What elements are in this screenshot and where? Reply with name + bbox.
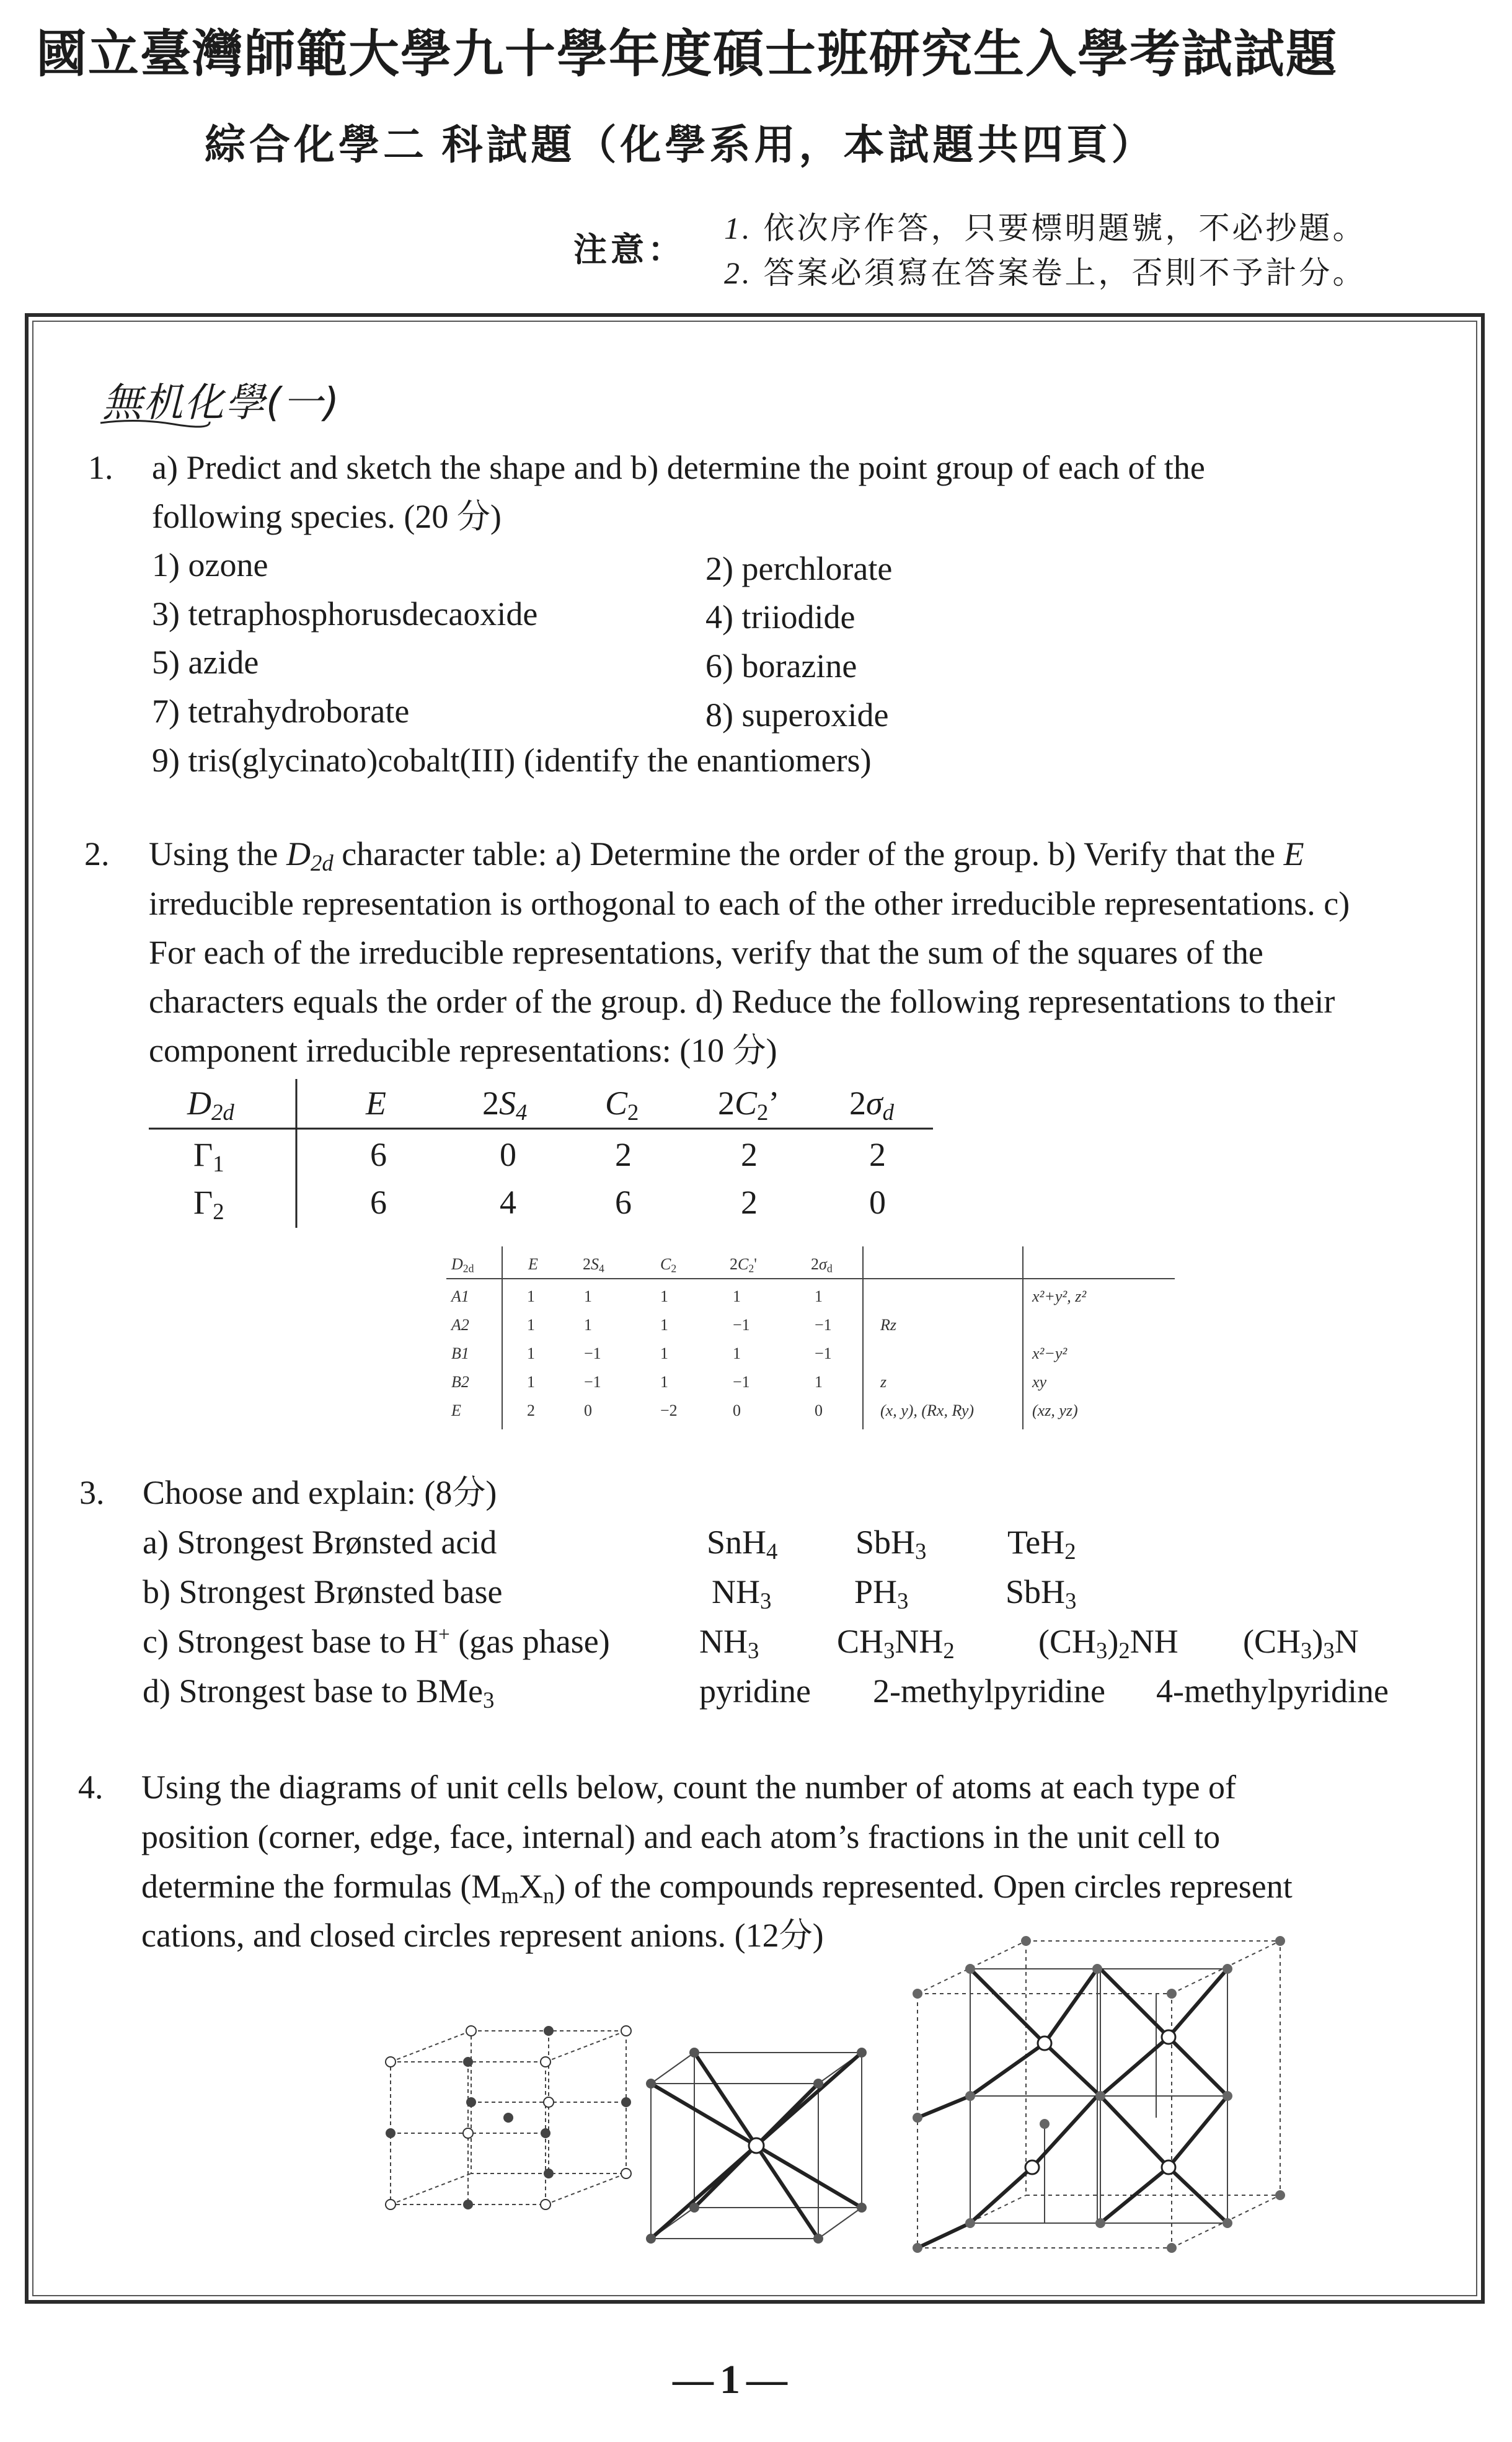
q1-text-line1: a) Predict and sketch the shape and b) determine the point group of each of the <box>152 449 1205 486</box>
ct-cell: 1 <box>527 1373 535 1391</box>
q1-item-8: 8) superoxide <box>705 696 889 734</box>
ct-cell: 1 <box>527 1287 535 1305</box>
q3-c-opt: $CH_3NH_2$ <box>837 1623 955 1664</box>
q3-a-opt: SbH$_3$ <box>855 1524 927 1565</box>
table-header-2s4: $2S_4$ <box>482 1085 528 1126</box>
ct-cell: 1 <box>660 1287 668 1305</box>
table-cell: 0 <box>500 1136 516 1173</box>
q3-number: 3. <box>79 1474 105 1511</box>
note-2 <box>724 248 1366 293</box>
ct-cell: xy <box>1032 1373 1047 1391</box>
ct-row-label: A1 <box>451 1287 469 1305</box>
table-cell: 2 <box>741 1136 758 1173</box>
q4-text-line2: position (corner, edge, face, internal) and each atom’s fractions in the unit cell to <box>141 1818 1221 1855</box>
q4-number: 4. <box>78 1769 104 1806</box>
note-1-num: 1. <box>724 211 753 246</box>
ct-header: $D_{2d}$ <box>451 1255 474 1275</box>
note-1-text: 依次序作答，只要標明題號，不必抄題。 <box>763 211 1366 246</box>
ct-cell: (x, y), (Rx, Ry) <box>880 1401 975 1419</box>
q1-item-3: 3) tetraphosphorusdecaoxide <box>152 595 538 633</box>
q3-b-opt: $PH_3$ <box>854 1573 909 1614</box>
q2-text-line2: For each of the irreducible representations, verify that the sum of the squares of the <box>149 934 1263 971</box>
unit-cell-diagram-2 <box>645 2046 868 2245</box>
unit-cell-diagram-1 <box>378 2018 651 2211</box>
q4-line3-part-b: ) of the compounds represented. Open circles represent <box>554 1868 1293 1905</box>
ct-header: $2\sigma_d$ <box>811 1255 833 1275</box>
ct-cell: −1 <box>584 1373 601 1391</box>
unit-cell-diagram-3 <box>908 1932 1293 2260</box>
table-cell: 0 <box>869 1184 886 1221</box>
q3-b-opt: $NH_3$ <box>712 1573 772 1614</box>
ct-cell: 1 <box>733 1344 741 1362</box>
q2-number: 2. <box>84 835 110 872</box>
q3-c-opt: $(CH_3)_3N$ <box>1243 1623 1359 1664</box>
q1-item-9: 9) tris(glycinato)cobalt(III) (identify the enantiomers) <box>152 742 872 779</box>
q1-item-7: 7) tetrahydroborate <box>152 693 410 730</box>
q3-b-opt: SbH$_3$ <box>1006 1573 1077 1614</box>
ct-header: $2C_2'$ <box>730 1255 757 1275</box>
table-cell: 6 <box>370 1136 387 1173</box>
ct-cell: 0 <box>733 1401 741 1419</box>
ct-cell: 0 <box>815 1401 823 1419</box>
heading-underline <box>99 417 211 429</box>
q4-text-line3: determine the formulas $(M_mX_n)$ of the compounds represented. Open circles represent <box>141 1868 1293 1909</box>
ct-row-label: B2 <box>451 1373 469 1391</box>
q3-c-opt: $NH_3$ <box>699 1623 759 1664</box>
ct-cell: −2 <box>660 1401 678 1419</box>
q1-item-6: 6) borazine <box>705 647 857 685</box>
q3-c-label: c) Strongest base to H+ (gas phase) <box>143 1623 610 1660</box>
q3-d-opt: pyridine <box>699 1672 811 1710</box>
table-header-c2: $C_2$ <box>605 1085 639 1126</box>
exam-title: 國立臺灣師範大學九十學年度碩士班研究生入學考試試題 <box>36 26 1338 82</box>
q3-c-opt: $(CH_3)_2NH$ <box>1038 1623 1178 1664</box>
table-cell: 2 <box>741 1184 758 1221</box>
table-header-e: E <box>366 1085 386 1122</box>
table-cell: 6 <box>370 1184 387 1221</box>
table-cell: 2 <box>869 1136 886 1173</box>
d2d-character-table <box>446 1246 1178 1432</box>
q1-item-5: 5) azide <box>152 644 259 681</box>
q3-d-opt: 2-methylpyridine <box>873 1672 1105 1710</box>
ct-cell: 1 <box>527 1316 535 1334</box>
notes-label: 注意： <box>573 231 685 269</box>
q2-text-line4: component irreducible representations: (10 分) <box>149 1032 777 1069</box>
ct-cell: (xz, yz) <box>1032 1401 1078 1419</box>
q2-text-line0 <box>149 835 1304 876</box>
ct-cell: 1 <box>660 1373 668 1391</box>
ct-cell: 2 <box>527 1401 535 1419</box>
q3-a-opt: SnH$_4$ <box>707 1524 778 1565</box>
table-row-gamma2-label: $\Gamma_2$ <box>193 1184 224 1225</box>
ct-cell: 1 <box>733 1287 741 1305</box>
q4-text-line1: Using the diagrams of unit cells below, count the number of atoms at each type of <box>141 1769 1237 1806</box>
q1-item-1: 1) ozone <box>152 546 268 584</box>
q2-group-symbol: $D_{2d}$ <box>286 835 334 876</box>
q3-a-label: a) Strongest Brønsted acid <box>143 1524 497 1561</box>
ct-cell: z <box>880 1373 887 1391</box>
table-cell: 2 <box>615 1136 632 1173</box>
table-header-2sigmad: $2\sigma_d$ <box>849 1085 894 1126</box>
ct-cell: x²−y² <box>1032 1344 1068 1362</box>
q3-intro: Choose and explain: (8分) <box>143 1474 497 1511</box>
q2-text-line3: characters equals the order of the group. d) Reduce the following representations to their <box>149 983 1335 1020</box>
table-cell: 6 <box>615 1184 632 1221</box>
ct-row-label: E <box>451 1401 461 1419</box>
page-number: —1— <box>673 2357 794 2402</box>
q3-d-label: d) Strongest base to BMe$_3$ <box>143 1672 495 1713</box>
ct-header: $2S_4$ <box>583 1255 604 1275</box>
ct-cell: x²+y², z² <box>1032 1287 1087 1305</box>
q4-text-line4: cations, and closed circles represent anions. (12分) <box>141 1917 824 1954</box>
q3-d-opt: 4-methylpyridine <box>1156 1672 1389 1710</box>
q1-item-2: 2) perchlorate <box>705 550 893 587</box>
ct-cell: Rz <box>880 1316 896 1334</box>
ct-cell: −1 <box>733 1316 750 1334</box>
note-2-text: 答案必須寫在答案卷上，否則不予計分。 <box>763 255 1366 290</box>
ct-cell: −1 <box>815 1344 832 1362</box>
table-cell: 4 <box>500 1184 516 1221</box>
ct-row-label: B1 <box>451 1344 469 1362</box>
table-header-group: $D_{2d}$ <box>187 1085 234 1126</box>
ct-row-label: A2 <box>451 1316 469 1334</box>
ct-cell: 1 <box>660 1344 668 1362</box>
ct-cell: 1 <box>584 1316 592 1334</box>
q2-irrep-e: E <box>1283 835 1304 872</box>
q2-line0-part-b: character table: a) Determine the order of the group. b) Verify that the <box>333 835 1284 872</box>
ct-cell: 1 <box>527 1344 535 1362</box>
ct-cell: 1 <box>660 1316 668 1334</box>
table-header-2c2prime: $2C_2$’ <box>718 1085 780 1126</box>
ct-cell: 1 <box>584 1287 592 1305</box>
table-row-gamma1-label: $\Gamma_1$ <box>193 1136 224 1177</box>
representation-table <box>149 1079 936 1228</box>
ct-header: E <box>528 1255 538 1273</box>
ct-cell: 1 <box>815 1373 823 1391</box>
section-heading-handwritten: 無机化學(一) <box>102 380 340 426</box>
ct-cell: −1 <box>815 1316 832 1334</box>
q3-b-label: b) Strongest Brønsted base <box>143 1573 503 1610</box>
q1-item-4: 4) triiodide <box>705 598 855 636</box>
note-1 <box>724 203 1366 248</box>
q2-text-line1: irreducible representation is orthogonal to each of the other irreducible representations. c) <box>149 885 1350 922</box>
q3-a-opt: TeH$_2$ <box>1007 1524 1076 1565</box>
q2-line0-part-a: Using the <box>149 835 286 872</box>
q4-line3-part-a: determine the formulas (M <box>141 1868 502 1905</box>
ct-cell: 0 <box>584 1401 592 1419</box>
ct-cell: 1 <box>815 1287 823 1305</box>
q1-text-line2: following species. (20 分) <box>152 498 502 535</box>
exam-subtitle: 綜合化學二 科試題（化學系用，本試題共四頁） <box>205 123 1156 168</box>
q1-number: 1. <box>88 449 113 486</box>
ct-header: $C_2$ <box>660 1255 677 1275</box>
note-2-num: 2. <box>724 255 753 290</box>
ct-cell: −1 <box>733 1373 750 1391</box>
ct-cell: −1 <box>584 1344 601 1362</box>
